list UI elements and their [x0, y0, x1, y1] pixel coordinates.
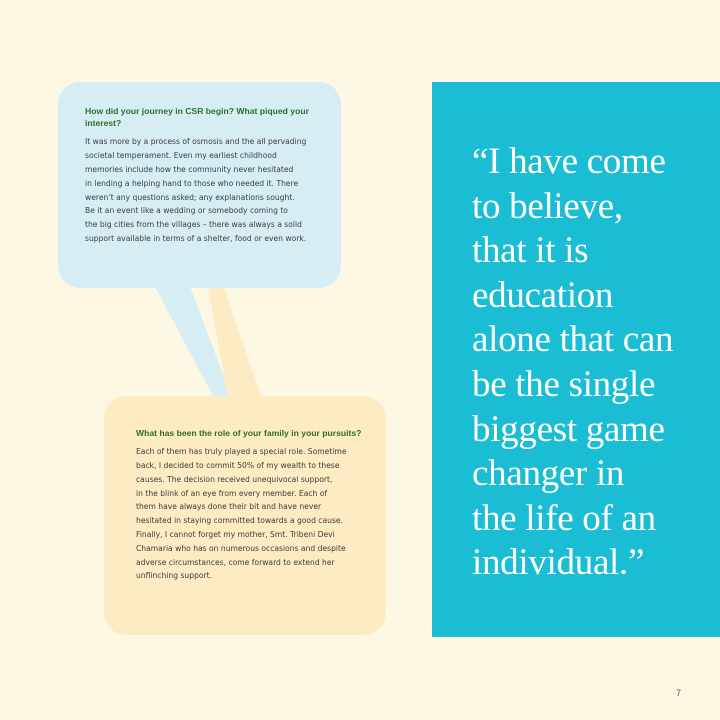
qa-bubble-csr-journey — [58, 82, 341, 288]
page-number: 7 — [676, 688, 682, 698]
qa-bubble-family-role — [104, 396, 386, 635]
question-csr-journey: How did your journey in CSR begin? What piqued your interest? — [85, 106, 309, 129]
answer-csr-journey: It was more by a process of osmosis and the all pervading societal temperament. Even my earliest childhood memories include how the community never hesitated in lending a helping hand to those who needed it. There weren’t any questions asked; any explanations sought. Be it an event like a wedding or somebody coming to the big cities from the villages – there was always a solid support available in terms of a shelter, food or even work. — [85, 137, 307, 243]
answer-family-role: Each of them has truly played a special role. Sometime back, I decided to commit 50% of my wealth to these causes. The decision received unequivocal support, in the blink of an eye from every member. Each of them have always done their bit and have never hesitated in staying committed towards a good cause. Finally, I cannot forget my mother, Smt. Tribeni Devi Chamaria who has on numerous occasions and despite adverse circumstances, come forward to extend her unflinching support. — [136, 447, 347, 581]
pull-quote: “I have come to believe, that it is education alone that can be the single biggest game changer in the life of an individual.” — [472, 141, 674, 584]
pull-quote-panel — [432, 82, 720, 637]
question-family-role: What has been the role of your family in your pursuits? — [136, 428, 362, 438]
